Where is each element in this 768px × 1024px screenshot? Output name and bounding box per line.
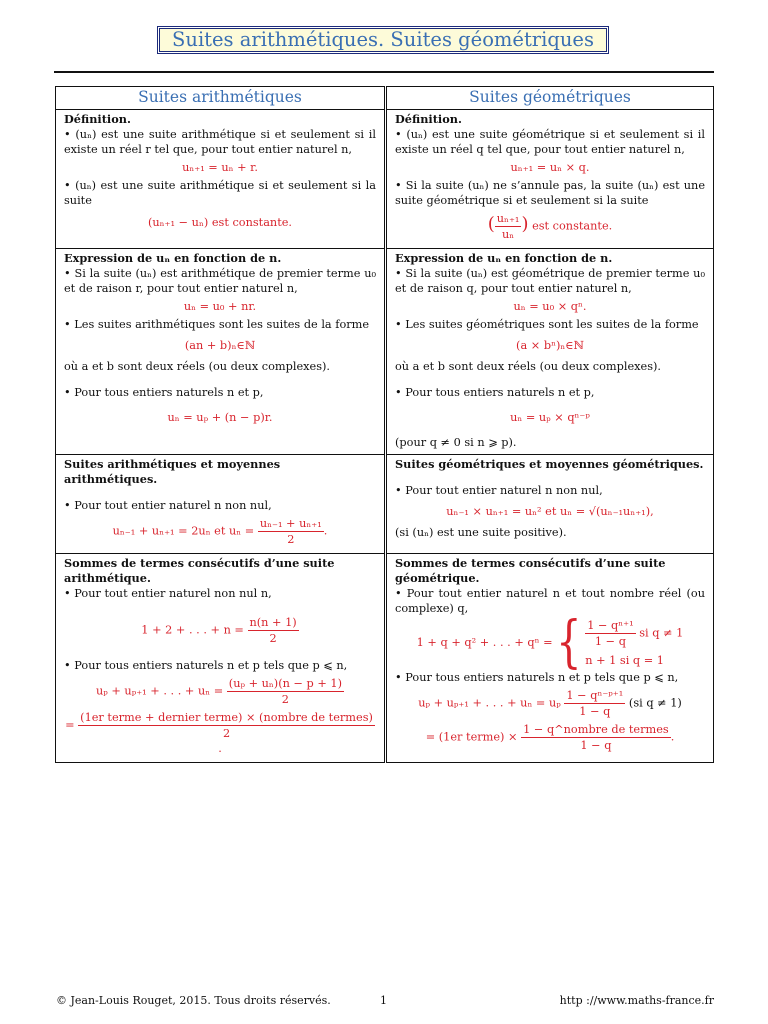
section-heading: Définition. <box>395 112 462 126</box>
fraction-denominator: 2 <box>281 693 289 706</box>
paragraph: (si (uₙ) est une suite positive). <box>395 526 567 539</box>
piecewise-cases <box>585 618 683 668</box>
paragraph: • Si la suite (uₙ) est arithmétique de premier terme u₀ et de raison r, pour tout entier naturel n, <box>64 267 376 295</box>
column-header-left: Suites arithmétiques <box>56 87 386 110</box>
paragraph: • Si la suite (uₙ) est géométrique de premier terme u₀ et de raison q, pour tout entier naturel n, <box>395 267 705 295</box>
title-box <box>157 26 609 54</box>
formula: uₙ = u₀ × qⁿ. <box>513 300 587 313</box>
section-heading: Sommes de termes consécutifs d’une suite géométrique. <box>395 556 666 585</box>
cell-expression-left <box>56 249 386 455</box>
fraction-denominator: uₙ <box>502 228 515 241</box>
section-heading: Expression de uₙ en fonction de n. <box>64 251 282 265</box>
formula: uₙ₊₁ = uₙ + r. <box>182 161 258 174</box>
footer-copyright: © Jean-Louis Rouget, 2015. Tous droits réservés. <box>56 994 331 1007</box>
formula: (a × bⁿ)ₙ∈ℕ <box>516 339 584 352</box>
paragraph: (pour q ≠ 0 si n ⩾ p). <box>395 436 517 449</box>
fraction-numerator: n(n + 1) <box>249 616 297 629</box>
fraction-numerator: 1 − q^nombre de termes <box>523 723 669 736</box>
section-sums <box>56 554 714 763</box>
fraction-numerator: uₙ₋₁ + uₙ₊₁ <box>259 517 322 530</box>
paragraph: • Pour tous entiers naturels n et p, <box>64 386 264 399</box>
cell-definition-right <box>386 110 714 249</box>
paragraph: • Pour tout entier naturel n et tout nombre réel (ou complexe) q, <box>395 587 705 615</box>
formula: uₙ₋₁ + uₙ₊₁ = 2uₙ et uₙ = $\frac{\text{uₙ₋₁ + uₙ₊₁}}{2}$ . <box>112 517 328 546</box>
case-second: n + 1 si q = 1 <box>585 654 664 667</box>
formula: uₙ₋₁ × uₙ₊₁ = uₙ² et uₙ = √(uₙ₋₁uₙ₊₁), <box>446 505 654 518</box>
fraction-denominator: 2 <box>269 632 277 645</box>
cell-sums-left <box>56 554 386 763</box>
title-rule <box>54 71 714 73</box>
fraction-denominator: 1 − q <box>594 635 626 648</box>
formula: = (1er terme) × $\frac{\text{1 − q\textasciicircum{}nombre de termes}}{1 - q}$ . <box>425 723 675 752</box>
formula-lead: uₚ + uₚ₊₁ + . . . + uₙ = uₚ <box>418 696 561 710</box>
paragraph: • Les suites géométriques sont les suites de la forme <box>395 318 699 331</box>
formula: (uₙ₊₁ − uₙ) est constante. <box>147 216 293 229</box>
section-heading: Suites arithmétiques et moyennes arithmétiques. <box>64 457 281 486</box>
fraction-numerator: (uₚ + uₙ)(n − p + 1) <box>228 677 343 690</box>
fraction-numerator: (1er terme + dernier terme) × (nombre de termes) <box>80 711 373 724</box>
formula: uₙ = uₚ × qⁿ⁻ᵖ <box>510 411 590 424</box>
column-header-right: Suites géométriques <box>386 87 714 110</box>
fraction-denominator: 2 <box>287 533 295 546</box>
formula-condition: (si q ≠ 1) <box>628 696 682 710</box>
footer-page-number: 1 <box>380 994 387 1007</box>
cell-sums-right <box>386 554 714 763</box>
paragraph: • Pour tous entiers naturels n et p tels que p ⩽ n, <box>395 671 679 684</box>
section-heading: Définition. <box>64 112 131 126</box>
paragraph: • (uₙ) est une suite arithmétique si et seulement si il existe un réel r tel que, pour tout entier naturel n, <box>64 128 376 156</box>
paragraph: • (uₙ) est une suite géométrique si et seulement si il existe un réel q tel que, pour tout entier naturel n, <box>395 128 705 156</box>
page-title: Suites arithmétiques. Suites géométriques <box>159 28 607 52</box>
fraction-denominator: 1 − q <box>579 705 611 718</box>
formula <box>64 676 376 707</box>
fraction-denominator: 2 <box>222 727 231 740</box>
formula-lead: uₚ + uₚ₊₁ + . . . + uₙ = <box>95 684 224 698</box>
formula-lead: uₙ₋₁ + uₙ₊₁ = 2uₙ et uₙ = <box>112 524 255 538</box>
section-heading: Sommes de termes consécutifs d’une suite arithmétique. <box>64 556 335 585</box>
formula: = $\frac{\text{(1er terme + dernier terme) × (nombre de termes)}}{2}$ . <box>65 711 373 755</box>
section-expression <box>56 249 714 455</box>
header-row <box>56 87 714 110</box>
cell-definition-left <box>56 110 386 249</box>
section-means <box>56 455 714 554</box>
fraction-numerator: 1 − qⁿ⁻ᵖ⁺¹ <box>566 689 624 702</box>
cell-means-right <box>386 455 714 554</box>
fraction-denominator: 1 − q <box>580 739 612 752</box>
cell-expression-right <box>386 249 714 455</box>
formula <box>64 615 376 646</box>
paragraph: • (uₙ) est une suite arithmétique si et seulement si la suite <box>64 179 376 207</box>
fraction-numerator: 1 − qⁿ⁺¹ <box>587 619 634 632</box>
paragraph: • Les suites arithmétiques sont les suites de la forme <box>64 318 370 331</box>
brace-symbol: { <box>556 610 582 676</box>
formula-table <box>55 86 714 763</box>
section-heading: Suites géométriques et moyennes géométriques. <box>395 457 704 471</box>
paragraph: • Pour tout entier naturel n non nul, <box>395 484 603 497</box>
fraction-numerator: uₙ₊₁ <box>496 212 520 225</box>
formula <box>395 688 705 719</box>
formula: ( $\frac{\text{uₙ₊₁}}{\text{uₙ}}$ ) est constante. <box>487 212 613 241</box>
formula-tail: est constante. <box>532 219 613 233</box>
formula: uₙ = u₀ + nr. <box>183 300 257 313</box>
paragraph: • Si la suite (uₙ) ne s’annule pas, la suite (uₙ) est une suite géométrique si et seulement si la suite <box>395 179 705 207</box>
section-heading: Expression de uₙ en fonction de n. <box>395 251 613 265</box>
paragraph: • Pour tout entier naturel non nul n, <box>64 587 272 600</box>
case-condition: si q ≠ 1 <box>639 626 684 640</box>
paragraph: • Pour tous entiers naturels n et p, <box>395 386 595 399</box>
formula: uₙ = uₚ + (n − p)r. <box>167 411 273 424</box>
formula-lead: 1 + q + q² + . . . + qⁿ = <box>416 636 553 649</box>
formula-lead: = (1er terme) × <box>425 730 518 744</box>
paragraph: • Pour tous entiers naturels n et p tels que p ⩽ n, <box>64 659 348 672</box>
section-definition <box>56 110 714 249</box>
footer-website-link[interactable]: http ://www.maths-france.fr <box>559 994 714 1007</box>
paragraph: où a et b sont deux réels (ou deux complexes). <box>395 360 662 373</box>
cell-means-left <box>56 455 386 554</box>
formula <box>395 610 705 676</box>
formula-lead: = <box>65 718 75 732</box>
paragraph: où a et b sont deux réels (ou deux complexes). <box>64 360 331 373</box>
paragraph: • Pour tout entier naturel n non nul, <box>64 499 272 512</box>
formula: (an + b)ₙ∈ℕ <box>184 339 256 352</box>
formula: uₙ₊₁ = uₙ × q. <box>510 161 590 174</box>
formula-lead: 1 + 2 + . . . + n = <box>141 623 244 637</box>
